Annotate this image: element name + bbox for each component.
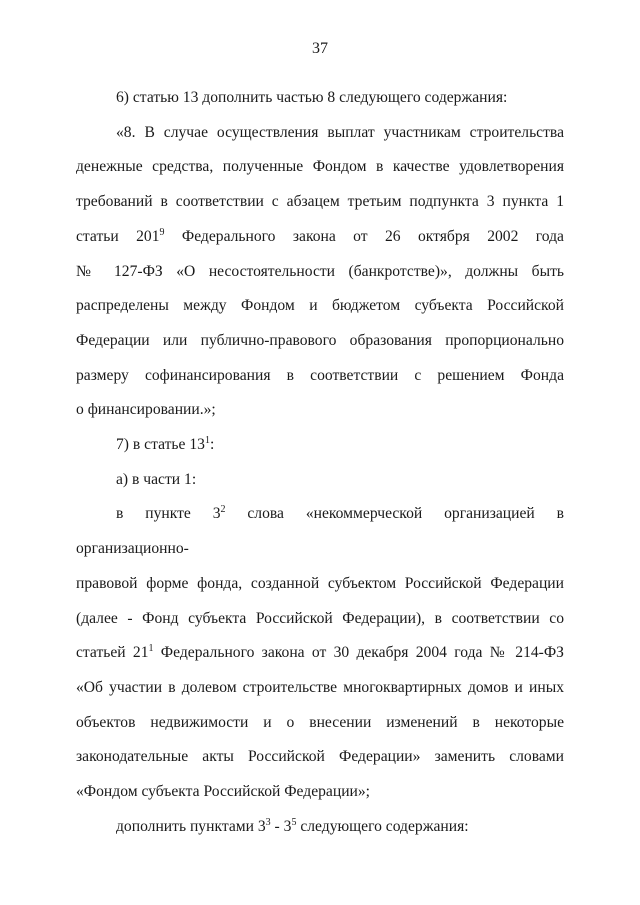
text-line — [76, 810, 564, 845]
text-run: 6) статью 13 дополнить частью 8 следующего содержания: — [116, 89, 508, 106]
text-run: в пункте 3 — [116, 505, 221, 523]
superscript: 5 — [291, 816, 297, 828]
text-run: слова «некоммерческой организацией в организационно- — [76, 505, 564, 558]
text-run: распределены между Фондом и бюджетом субъекта Российской — [76, 297, 564, 315]
text-line — [76, 671, 564, 706]
text-run: Федерального закона от 26 октября 2002 года — [164, 227, 564, 245]
text-run: требований в соответствии с абзацем третьим подпункта 3 пункта 1 — [76, 193, 564, 211]
text-line — [76, 463, 564, 498]
text-run: о финансировании.»; — [76, 401, 216, 419]
text-line — [76, 393, 564, 428]
text-run: денежные средства, полученные Фондом в качестве удовлетворения — [76, 158, 564, 176]
text-run: - 3 — [270, 817, 292, 835]
text-run: законодательные акты Российской Федерации» заменить словами — [76, 748, 564, 766]
text-run: 7) в статье 13 — [116, 436, 205, 454]
text-line — [76, 497, 564, 566]
text-run: (далее - Фонд субъекта Российской Федерации), в соответствии со — [76, 609, 564, 627]
text-line — [76, 220, 564, 255]
superscript: 1 — [148, 643, 154, 655]
text-run: «Об участии в долевом строительстве многоквартирных домов и иных — [76, 678, 564, 696]
superscript: 2 — [220, 504, 226, 516]
text-run: следующего содержания: — [296, 817, 469, 835]
text-run: статьи 201 — [76, 227, 160, 245]
text-run: Федерации или публично-правового образования пропорционально — [76, 331, 564, 349]
text-run: правовой форме фонда, созданной субъектом Российской Федерации — [76, 574, 564, 592]
superscript: 9 — [159, 226, 165, 238]
text-line — [76, 602, 564, 637]
text-line — [76, 428, 564, 463]
text-line — [76, 359, 564, 394]
text-line — [76, 324, 564, 359]
text-line — [76, 775, 564, 810]
text-line — [76, 255, 564, 290]
text-line — [76, 116, 564, 151]
text-run: размеру софинансирования в соответствии с решением Фонда — [76, 366, 564, 384]
text-run: № 127-ФЗ «О несостоятельности (банкротстве)», должны быть — [76, 262, 564, 280]
page-number: 37 — [312, 40, 328, 57]
text-run: : — [209, 436, 215, 454]
text-run: статьей 21 — [76, 644, 149, 662]
text-line — [76, 185, 564, 220]
text-line — [76, 567, 564, 602]
text-line — [76, 150, 564, 185]
text-line — [76, 740, 564, 775]
text-run: объектов недвижимости и о внесении изменений в некоторые — [76, 713, 564, 731]
text-run: Федерального закона от 30 декабря 2004 года № 214-ФЗ — [153, 644, 564, 662]
superscript: 3 — [265, 816, 271, 828]
text-line — [76, 81, 564, 116]
text-line — [76, 289, 564, 324]
text-run: дополнить пунктами 3 — [116, 817, 266, 835]
superscript: 1 — [204, 435, 210, 447]
text-line — [76, 706, 564, 741]
text-run: «8. В случае осуществления выплат участникам строительства — [116, 123, 564, 141]
document-body — [76, 81, 564, 844]
text-run: а) в части 1: — [116, 470, 197, 488]
text-run: «Фондом субъекта Российской Федерации»; — [76, 783, 371, 801]
text-line — [76, 636, 564, 671]
